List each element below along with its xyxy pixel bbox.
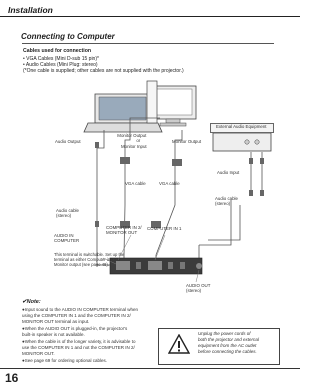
note-item: ●Input sound to the AUDIO IN COMPUTER terminal when using the COMPUTER IN 1 and the COMPUTER IN 2/ MONITOR OUT terminal as input. <box>22 307 139 324</box>
cables-heading: Cables used for connection <box>23 48 92 54</box>
page-title: Connecting to Computer <box>21 32 115 41</box>
audio-cable-right-label: Audio cable (stereo) <box>215 196 238 207</box>
audio-out-label: AUDIO OUT (stereo) <box>186 283 211 294</box>
desktop-computer-icon <box>147 81 196 126</box>
cable-item: • Audio Cables (Mini Plug: stereo) <box>23 62 98 68</box>
vga-cable-label-right: VGA cable <box>159 181 180 186</box>
cable-item: • VGA Cables (Mini D-sub 15 pin)* <box>23 56 99 62</box>
note-item: ●See page 69 for ordering optional cables. <box>22 358 108 363</box>
audio-in-computer-label: AUDIO IN COMPUTER <box>54 233 80 244</box>
computer-in1-label: COMPUTER IN 1 <box>147 226 182 231</box>
warning-text: Unplug the power cords of both the projector and external equipment from the AC outlet before connecting the cables. <box>198 331 260 354</box>
vga-cable-label-left: VGA cable <box>125 181 146 186</box>
monitor-output-label: Monitor Output <box>172 139 202 144</box>
page-number: 16 <box>5 371 19 385</box>
section-header: Installation <box>8 5 53 15</box>
note-item: ●When the cable is of the longer variety, it is advisable to use the COMPUTER IN 1 and not the COMPUTER IN 2/ MONITOR OUT. <box>22 339 136 356</box>
warning-icon <box>168 334 190 354</box>
note-heading: ✔Note: <box>22 299 41 305</box>
terminal-switchable-note: This terminal is switchable. Set up the terminal as either Computer input or Monitor output (see page 48). <box>54 252 125 268</box>
audio-equipment-icon <box>213 133 271 151</box>
footer-divider <box>0 368 300 369</box>
cable-item: (*One cable is supplied; other cables are not supplied with the projector.) <box>23 68 184 74</box>
note-item: ●When the AUDIO OUT is plugged-in, the projector's built-in speaker is not available. <box>22 326 128 337</box>
audio-input-label: Audio Input <box>217 170 240 175</box>
computer-in2-label: COMPUTER IN 2/ MONITOR OUT <box>106 225 142 236</box>
external-equipment-label: External Audio Equipment <box>216 124 267 129</box>
audio-cable-left-label: Audio cable (stereo) <box>56 208 79 219</box>
monitor-output-or-input-label: Monitor Output or Monitor Input <box>117 133 147 149</box>
audio-output-label: Audio Output <box>55 139 81 144</box>
